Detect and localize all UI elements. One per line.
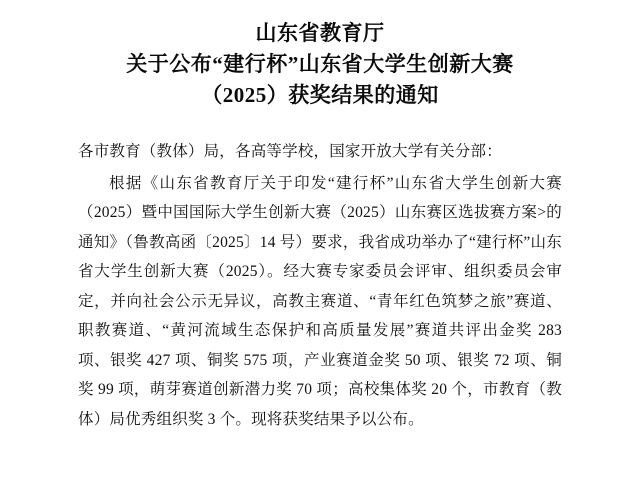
main-paragraph: 根据《山东省教育厅关于印发“建行杯”山东省大学生创新大赛（2025）暨中国国际大学生创新大赛（2025）山东赛区选拔赛方案>的通知》（鲁教高函〔2025〕14 号）要求，我省成功举办了“建行杯”山东省大学生创新大赛（2025）。经大赛专家委员会评审、组织委员会审定，并向社会公示无异议，高教主赛道、“青年红色筑梦之旅”赛道、职教赛道、“黄河流域生态保护和高质量发展”赛道共评出金奖 283 项、银奖 427 项、铜奖 575 项，产业赛道金奖 50 项、银奖 72 项、铜奖 99 项，萌芽赛道创新潜力奖 70 项；高校集体奖 20 个，市教育（教体）局优秀组织奖 3 个。现将获奖结果予以公布。 xyxy=(78,174,562,428)
document-body xyxy=(78,137,562,434)
document-title-line-2: 关于公布“建行杯”山东省大学生创新大赛 xyxy=(126,52,514,76)
document-title xyxy=(78,18,562,111)
document-title-line-1: 山东省教育厅 xyxy=(255,21,385,45)
document-title-line-3: （2025）获奖结果的通知 xyxy=(201,83,439,107)
title-body-spacer xyxy=(78,111,562,137)
salutation-paragraph: 各市教育（教体）局，各高等学校，国家开放大学有关分部： xyxy=(78,143,502,160)
